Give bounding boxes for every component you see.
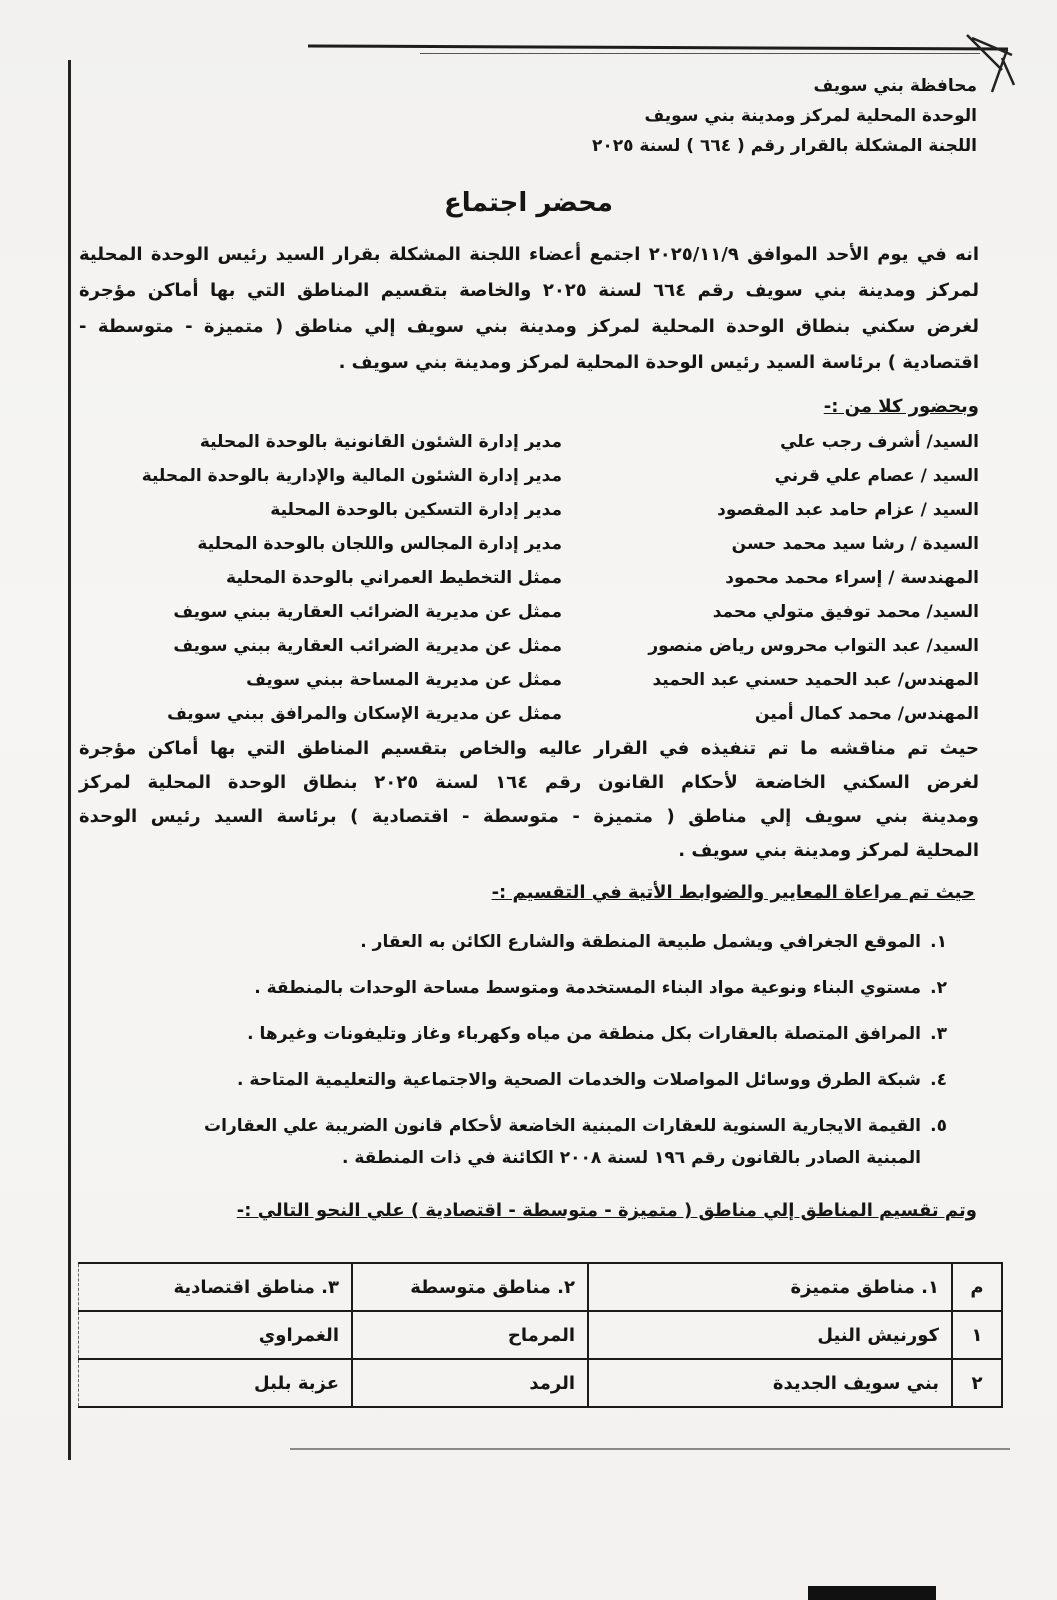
criterion-item <box>237 1070 947 1090</box>
left-border-line <box>68 60 71 1460</box>
attendee-name: السيد / عصام علي قرني <box>774 466 979 486</box>
criterion-text: شبكة الطرق ووسائل المواصلات والخدمات الصحية والاجتماعية والتعليمية المتاحة . <box>237 1070 921 1090</box>
row-index: ٢ <box>952 1359 1002 1407</box>
attendee-name: السيد/ عبد التواب محروس رياض منصور <box>648 636 979 656</box>
attendee-role: ممثل عن مديرية المساحة ببني سويف <box>246 670 562 690</box>
top-border-thin-line <box>420 53 980 54</box>
attendee-role: ممثل عن مديرية الإسكان والمرافق ببني سويف <box>167 704 562 724</box>
medium-zone-cell: المرماح <box>352 1311 588 1359</box>
discussion-line-2: لغرض السكني الخاضعة لأحكام القانون رقم ١٦٤ لسنة ٢٠٢٥ بنطاق الوحدة المحلية لمركز <box>79 772 979 793</box>
medium-zone-cell: الرمد <box>352 1359 588 1407</box>
attendee-name: السيد/ محمد توفيق متولي محمد <box>712 602 979 622</box>
attendee-role: مدير إدارة التسكين بالوحدة المحلية <box>270 500 562 520</box>
zones-table <box>78 1262 1003 1408</box>
attendee-name: المهندس/ محمد كمال أمين <box>754 704 979 724</box>
economic-zone-cell: الغمراوي <box>79 1311 353 1359</box>
criteria-heading: حيث تم مراعاة المعايير والضوابط الأتية في التقسيم :- <box>491 882 975 903</box>
intro-line-2: لمركز ومدينة بني سويف رقم ٦٦٤ لسنة ٢٠٢٥ والخاصة بتقسيم المناطق التي بها أماكن مؤجرة <box>79 280 979 301</box>
attendance-heading: وبحضور كلا من :- <box>823 396 979 417</box>
document-title: محضر اجتماع <box>444 188 613 218</box>
attendee-role: ممثل التخطيط العمراني بالوحدة المحلية <box>226 568 562 588</box>
premium-zone-cell: كورنيش النيل <box>588 1311 952 1359</box>
header-premium-zones: ١. مناطق متميزة <box>588 1263 952 1311</box>
criterion-number: ٢. <box>930 978 947 998</box>
criterion-number: ١. <box>930 932 947 952</box>
criterion-number: ٥. <box>930 1116 947 1136</box>
attendee-role: مدير إدارة المجالس واللجان بالوحدة المحلية <box>197 534 562 554</box>
intro-line-4: اقتصادية ) برئاسة السيد رئيس الوحدة المحلية لمركز ومدينة بني سويف . <box>338 352 979 373</box>
attendee-role: ممثل عن مديرية الضرائب العقارية ببني سويف <box>173 636 562 656</box>
attendee-role: ممثل عن مديرية الضرائب العقارية ببني سويف <box>173 602 562 622</box>
intro-line-3: لغرض سكني بنطاق الوحدة المحلية لمركز ومدينة بني سويف إلي مناطق ( متميزة - متوسطة - <box>79 316 979 337</box>
division-heading: وتم تقسيم المناطق إلي مناطق ( متميزة - متوسطة - اقتصادية ) علي النحو التالي :- <box>236 1200 977 1221</box>
table-row <box>79 1359 1003 1407</box>
attendee-name: السيدة / رشا سيد محمد حسن <box>731 534 979 554</box>
attendee-name: السيد/ أشرف رجب علي <box>780 432 979 452</box>
bottom-border-line <box>290 1448 1010 1450</box>
attendee-name: المهندس/ عبد الحميد حسني عبد الحميد <box>652 670 979 690</box>
criterion-text: الموقع الجغرافي ويشمل طبيعة المنطقة والشارع الكائن به العقار . <box>360 932 921 952</box>
criterion-text: مستوي البناء ونوعية مواد البناء المستخدمة ومتوسط مساحة الوحدات بالمنطقة . <box>254 978 921 998</box>
governorate-name: محافظة بني سويف <box>813 76 977 96</box>
attendee-role: مدير إدارة الشئون المالية والإدارية بالوحدة المحلية <box>141 466 562 486</box>
criterion-text: القيمة الايجارية السنوية للعقارات المبنية الخاضعة لأحكام قانون الضريبة علي العقارات <box>204 1116 921 1136</box>
criterion-item <box>254 978 947 998</box>
discussion-line-4: المحلية لمركز ومدينة بني سويف . <box>678 840 979 861</box>
header-index: م <box>952 1263 1002 1311</box>
economic-zone-cell: عزبة بلبل <box>79 1359 353 1407</box>
attendee-name: المهندسة / إسراء محمد محمود <box>725 568 979 588</box>
criterion-item <box>204 1116 947 1136</box>
table-row <box>79 1311 1003 1359</box>
attendee-role: مدير إدارة الشئون القانونية بالوحدة المحلية <box>199 432 562 452</box>
committee-decree: اللجنة المشكلة بالقرار رقم ( ٦٦٤ ) لسنة ٢٠٢٥ <box>591 136 977 156</box>
header-medium-zones: ٢. مناطق متوسطة <box>352 1263 588 1311</box>
criterion-item <box>360 932 947 952</box>
criterion-continuation: المبنية الصادر بالقانون رقم ١٩٦ لسنة ٢٠٠٨ الكائنة في ذات المنطقة . <box>341 1148 921 1168</box>
local-unit-name: الوحدة المحلية لمركز ومدينة بني سويف <box>644 106 977 126</box>
premium-zone-cell: بني سويف الجديدة <box>588 1359 952 1407</box>
header-economic-zones: ٣. مناطق اقتصادية <box>79 1263 353 1311</box>
criterion-number: ٣. <box>930 1024 947 1044</box>
attendee-name: السيد / عزام حامد عبد المقصود <box>717 500 979 520</box>
top-border-line <box>308 44 1008 50</box>
row-index: ١ <box>952 1311 1002 1359</box>
discussion-line-1: حيث تم مناقشه ما تم تنفيذه في القرار عاليه والخاص بتقسيم المناطق التي بها أماكن مؤجرة <box>79 738 979 759</box>
discussion-line-3: ومدينة بني سويف إلي مناطق ( متميزة - متوسطة - اقتصادية ) برئاسة السيد رئيس الوحدة <box>79 806 979 827</box>
criterion-text: المرافق المتصلة بالعقارات بكل منطقة من مياه وكهرباء وغاز وتليفونات وغيرها . <box>247 1024 921 1044</box>
intro-line-1: انه في يوم الأحد الموافق ٢٠٢٥/١١/٩ اجتمع أعضاء اللجنة المشكلة بقرار السيد رئيس الوحدة المحلية <box>79 244 980 265</box>
redaction-bar <box>808 1586 936 1600</box>
criterion-item <box>247 1024 947 1044</box>
criterion-number: ٤. <box>930 1070 947 1090</box>
table-header-row <box>79 1263 1003 1311</box>
